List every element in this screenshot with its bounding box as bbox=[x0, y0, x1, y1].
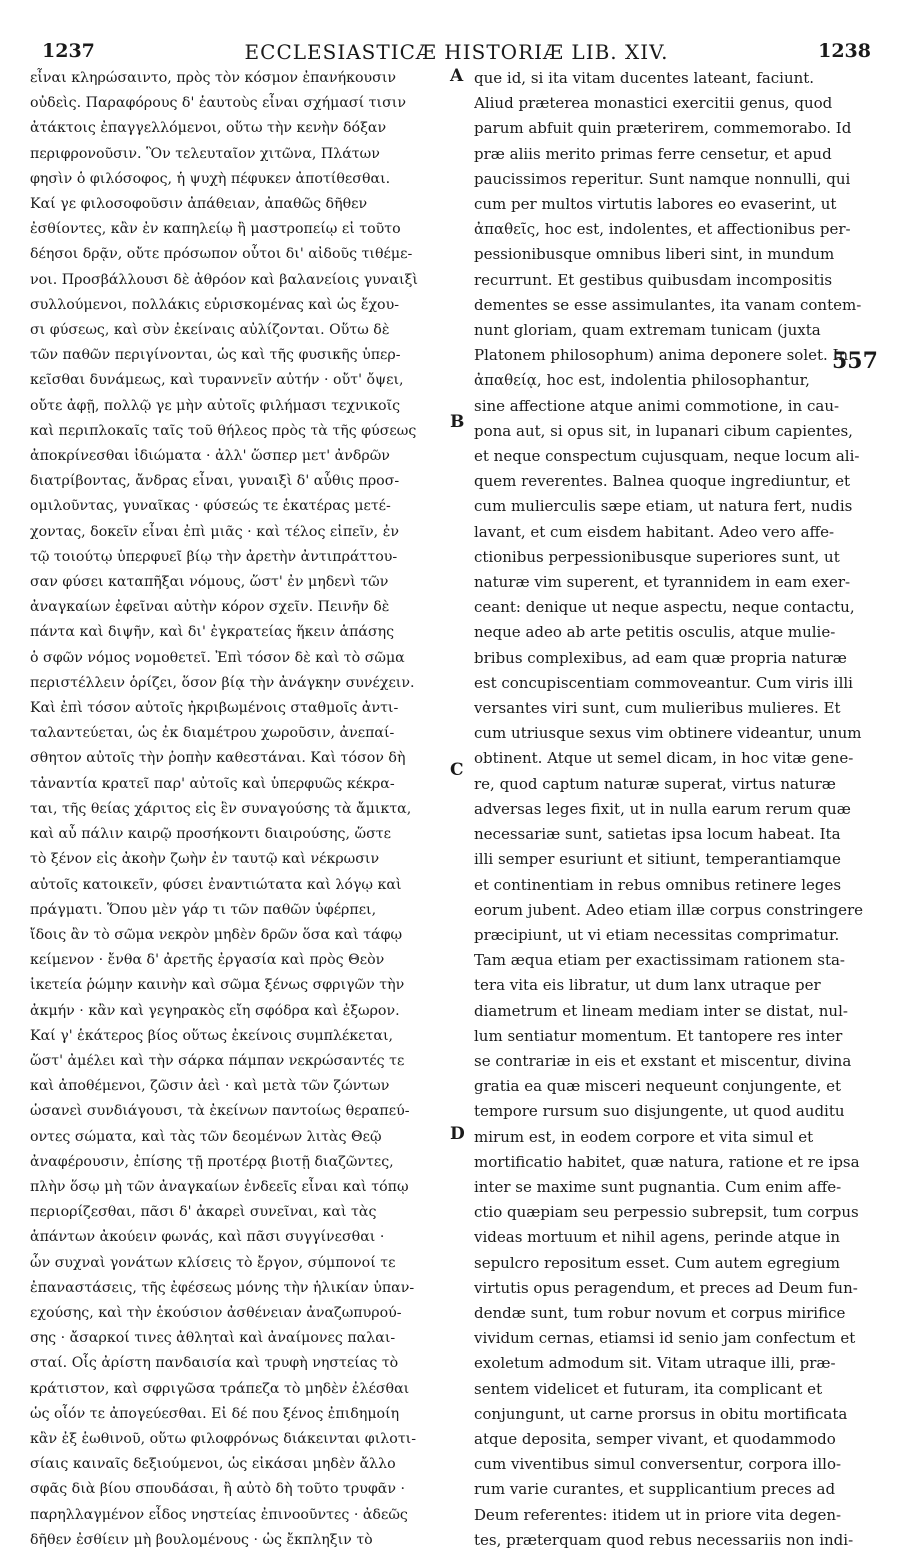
page-number-left: 1237 bbox=[42, 40, 95, 62]
greek-text-line: ὥστ' ἀμέλει καὶ τὴν σάρκα πάμπαν νεκρώσαντές τε bbox=[30, 1052, 405, 1069]
latin-text-line: recurrunt. Et gestibus quibusdam incompositis bbox=[474, 270, 833, 289]
greek-text-line: Καί γ' ἑκάτερος βίος οὕτως ἐκείνοις συμπλέκεται, bbox=[30, 1027, 394, 1044]
latin-text-line: cum viventibus simul conversentur, corpora illo- bbox=[474, 1455, 842, 1474]
latin-text-line: diametrum et lineam mediam inter se distat, nul- bbox=[474, 1001, 848, 1020]
greek-text-line: ταλαντεύεται, ὡς ἐκ διαμέτρου χωροῦσιν, ἀνεπαί- bbox=[30, 725, 395, 742]
greek-text-line: αὐτοῖς κατοικεῖν, φύσει ἐναντιώτατα καὶ λόγῳ καὶ bbox=[30, 876, 402, 893]
greek-text-line: ἐσθίοντες, κἂν ἐν καπηλείῳ ἢ μαστροπείῳ εἰ τοῦτο bbox=[30, 221, 401, 238]
greek-column bbox=[30, 66, 456, 1553]
greek-text-line: ται, τῆς θείας χάριτος εἰς ἓν συναγούσης τὰ ἄμικτα, bbox=[30, 800, 412, 817]
latin-text-line: rum varie curantes, et supplicantium preces ad bbox=[474, 1480, 836, 1499]
latin-text-line: nunt gloriam, quam extremam tunicam (juxta bbox=[474, 321, 821, 340]
latin-text-line: tera vita eis libratur, ut dum lanx utraque per bbox=[474, 976, 821, 995]
greek-text-line: οὔτε ἀφῇ, πολλῷ γε μὴν αὐτοῖς φιλήμασι τεχνικοῖς bbox=[30, 397, 401, 414]
latin-text-line: que id, si ita vitam ducentes lateant, faciunt. bbox=[474, 69, 815, 87]
greek-text-line: ἴδοις ἂν τὸ σῶμα νεκρὸν μηδὲν δρῶν ὅσα καὶ τάφῳ bbox=[30, 926, 403, 943]
greek-text-line: οὐδεὶς. Παραφόρους δ' ἑαυτοὺς εἶναι σχήμασί τισιν bbox=[30, 95, 406, 112]
latin-text-line: tes, præterquam quod rebus necessariis non indi- bbox=[474, 1530, 854, 1549]
greek-text-line: σης · ἄσαρκοί τινες ἀθληταὶ καὶ ἀναίμονες παλαι- bbox=[30, 1330, 396, 1347]
latin-text-line: sine affectione atque animi commotione, in cau- bbox=[474, 396, 840, 415]
latin-text-line: cum per multos virtutis labores eo evaserint, ut bbox=[474, 195, 837, 214]
greek-text-line: ἁπάντων ἀκούειν φωνάς, καὶ πᾶσι συγγίνεσθαι · bbox=[30, 1229, 385, 1246]
latin-text-line: tempore rursum suo disjungente, ut quod auditu bbox=[474, 1102, 845, 1121]
latin-text-line: pessionibusque omnibus liberi sint, in mundum bbox=[474, 245, 835, 264]
latin-text-line: lum sentiatur momentum. Et tantopere res inter bbox=[474, 1026, 843, 1045]
margin-column-number: 557 bbox=[832, 348, 878, 374]
greek-text-line: σθητον αὐτοῖς τὴν ῥοπὴν καθεστάναι. Καὶ τόσον δὴ bbox=[30, 750, 406, 767]
greek-text-line: σι φύσεως, καὶ σὺν ἐκείναις αὐλίζονται. Οὕτω δὲ bbox=[30, 322, 390, 339]
greek-text-line: ὁ σφῶν νόμος νομοθετεῖ. Ἐπὶ τόσον δὲ καὶ τὸ σῶμα bbox=[30, 649, 405, 666]
latin-text-line: parum abfuit quin præterirem, commemorabo. Id bbox=[474, 119, 852, 138]
latin-text-line: videas mortuum et nihil agens, perinde atque in bbox=[474, 1228, 841, 1247]
latin-text-line: paucissimos reperitur. Sunt namque nonnulli, qui bbox=[474, 169, 851, 188]
section-marker-a: A bbox=[450, 66, 464, 86]
greek-text-line: ἀκμήν · κἂν καὶ γεγηρακὸς εἴη σφόδρα καὶ ἐξωρον. bbox=[30, 1002, 400, 1019]
latin-text-line: versantes viri sunt, cum mulieribus mulieres. Et bbox=[474, 699, 841, 718]
greek-text-line: ομιλοῦντας, γυναῖκας · φύσεώς τε ἑκατέρας μετέ- bbox=[30, 498, 391, 515]
latin-text-line: illi semper esuriunt et sitiunt, temperantiamque bbox=[474, 850, 841, 869]
greek-text-line: ἐπαναστάσεις, τῆς ἐφέσεως μόνης τὴν ἡλικίαν ὑπαν- bbox=[30, 1279, 415, 1296]
greek-text-line: κείμενον · ἔνθα δ' ἀρετῆς ἐργασία καὶ πρὸς Θεὸν bbox=[30, 952, 385, 969]
greek-text-line: χοντας, δοκεῖν εἶναι ἐπὶ μιᾶς · καὶ τέλος εἰπεῖν, ἐν bbox=[30, 523, 399, 540]
greek-text-line: διατρίβοντας, ἄνδρας εἶναι, γυναιξὶ δ' αὖθις προσ- bbox=[30, 473, 400, 490]
latin-text-line: virtutis opus peragendum, et preces ad Deum fun- bbox=[474, 1278, 858, 1297]
latin-text-line: Aliud præterea monastici exercitii genus, quod bbox=[474, 94, 833, 113]
greek-text-line: ὡς οἷόν τε ἀπογεύεσθαι. Εἰ δέ που ξένος ἐπιδημοίη bbox=[30, 1405, 400, 1422]
latin-text-line: exoletum admodum sit. Vitam utraque illi, præ- bbox=[474, 1354, 836, 1373]
latin-text-line: mortificatio habitet, quæ natura, ratione et re ipsa bbox=[474, 1152, 860, 1171]
latin-text-line: eorum jubent. Adeo etiam illæ corpus constringere bbox=[474, 900, 864, 919]
latin-text-line: ctio quæpiam seu perpessio subrepsit, tum corpus bbox=[474, 1203, 859, 1222]
greek-text-line: ὧν συχναὶ γονάτων κλίσεις τὸ ἔργον, σύμπονοί τε bbox=[30, 1254, 396, 1271]
greek-text-line: φησὶν ὁ φιλόσοφος, ἡ ψυχὴ πέφυκεν ἀποτίθεσθαι. bbox=[30, 170, 391, 187]
latin-text-line: sentem videlicet et futuram, ita complicant et bbox=[474, 1379, 823, 1398]
greek-text-line: σφᾶς διὰ βίου σπουδάσαι, ἢ αὐτὸ δὴ τοῦτο τρυφᾶν · bbox=[30, 1481, 405, 1498]
greek-text-line: Καὶ ἐπὶ τόσον αὐτοῖς ἠκριβωμένοις σταθμοῖς ἀντι- bbox=[30, 700, 399, 717]
latin-text-line: et continentiam in rebus omnibus retinere leges bbox=[474, 875, 842, 894]
greek-text-line: καὶ περιπλοκαῖς ταῖς τοῦ θήλεος πρὸς τὰ τῆς φύσεως bbox=[30, 422, 417, 439]
latin-text-line: bribus complexibus, ad eam quæ propria naturæ bbox=[474, 648, 847, 667]
latin-text-line: neque adeo ab arte petitis osculis, atque mulie- bbox=[474, 623, 836, 642]
greek-text-line: κἂν ἐξ ἑωθινοῦ, οὕτω φιλοφρόνως διάκεινται φιλοτι- bbox=[30, 1430, 417, 1447]
greek-text-line: πλὴν ὅσῳ μὴ τῶν ἀναγκαίων ἐνδεεῖς εἶναι καὶ τόπῳ bbox=[30, 1178, 409, 1195]
latin-text-line: Platonem philosophum) anima deponere solet. In bbox=[474, 346, 849, 365]
greek-text-line: ὡσανεὶ συνδιάγουσι, τὰ ἐκείνων παντοίως θεραπεύ- bbox=[30, 1103, 410, 1120]
greek-text-line: δέησοι δρᾷν, οὔτε πρόσωπον οὗτοι δι' αἰδοῦς τιθέμε- bbox=[30, 246, 413, 263]
greek-text-line: εἶναι κληρώσαιντο, πρὸς τὸν κόσμον ἐπανήκουσιν bbox=[30, 70, 397, 86]
latin-text-line: Deum referentes: itidem ut in priore vita degen- bbox=[474, 1505, 842, 1524]
greek-text-line: πράγματι. Ὅπου μὲν γάρ τι τῶν παθῶν ὑφέρπει, bbox=[30, 901, 377, 918]
greek-text-line: τῶν παθῶν περιγίνονται, ὡς καὶ τῆς φυσικῆς ὑπερ- bbox=[30, 347, 401, 364]
latin-text-line: sepulcro repositum esset. Cum autem egregium bbox=[474, 1253, 841, 1272]
latin-text-line: atque deposita, semper vivant, et quodammodo bbox=[474, 1429, 836, 1448]
greek-text-line: καὶ ἀποθέμενοι, ζῶσιν ἀεὶ · καὶ μετὰ τῶν ζώντων bbox=[30, 1078, 390, 1095]
greek-text-line: ἀναφέρουσιν, ἐπίσης τῇ προτέρᾳ βιοτῇ διαζῶντες, bbox=[30, 1153, 394, 1170]
latin-text-line: se contrariæ in eis et exstant et miscentur, divina bbox=[474, 1051, 852, 1070]
section-marker-b: B bbox=[450, 412, 465, 432]
latin-text-line: ctionibus perpessionibusque superiores sunt, ut bbox=[474, 547, 840, 566]
greek-text-line: εχούσης, καὶ τὴν ἑκούσιον ἀσθένειαν ἀναζωπυρού- bbox=[30, 1304, 402, 1321]
greek-text-line: περιορίζεσθαι, πᾶσι δ' ἀκαρεὶ συνεῖναι, καὶ τὰς bbox=[30, 1204, 377, 1221]
latin-text-line: pona aut, si opus sit, in lupanari cibum capientes, bbox=[474, 421, 853, 440]
latin-text-line: ἀπαθεῖς, hoc est, indolentes, et affectionibus per- bbox=[474, 220, 851, 239]
greek-text-line: τῷ τοιούτῳ ὑπερφυεῖ βίῳ τὴν ἀρετὴν ἀντιπράττου- bbox=[30, 548, 398, 565]
greek-text-line: νοι. Προσβάλλουσι δὲ ἀθρόον καὶ βαλανείοις γυναιξὶ bbox=[30, 271, 418, 288]
latin-text-line: vividum cernas, etiamsi id senio jam confectum et bbox=[474, 1329, 856, 1348]
greek-text-line: κράτιστον, καὶ σφριγῶσα τράπεζα τὸ μηδὲν ἐλέσθαι bbox=[30, 1380, 410, 1397]
greek-text-line: Καί γε φιλοσοφοῦσιν ἀπάθειαν, ἀπαθῶς δῆθεν bbox=[30, 196, 368, 213]
greek-text-line: ἱκετεία ῥώμην καινὴν καὶ σῶμα ξένως σφριγῶν τὴν bbox=[30, 977, 405, 994]
latin-text-line: dementes se esse assimulantes, ita vanam contem- bbox=[474, 295, 862, 314]
greek-text-line: οντες σώματα, καὶ τὰς τῶν δεομένων λιτὰς Θεῷ bbox=[30, 1128, 382, 1145]
latin-text-line: inter se maxime sunt pugnantia. Cum enim affe- bbox=[474, 1177, 842, 1196]
greek-text-line: τὸ ξένον εἰς ἀκοὴν ζωὴν ἐν ταυτῷ καὶ νέκρωσιν bbox=[30, 851, 380, 868]
latin-text-line: cum mulierculis sæpe etiam, ut natura fert, nudis bbox=[474, 497, 853, 516]
greek-text-line: πάντα καὶ διψῆν, καὶ δι' ἐγκρατείας ἥκειν ἁπάσης bbox=[30, 624, 395, 641]
greek-text-line: συλλούμενοι, πολλάκις εὑρισκομένας καὶ ὡς ἔχου- bbox=[30, 296, 400, 313]
latin-text-line: re, quod captum naturæ superat, virtus naturæ bbox=[474, 774, 836, 793]
latin-text-line: ἀπαθείᾳ, hoc est, indolentia philosophantur, bbox=[474, 371, 810, 390]
latin-text-line: est concupiscentiam commoveantur. Cum viris illi bbox=[474, 673, 853, 692]
greek-text-line: περιφρονοῦσιν. Ὃν τελευταῖον χιτῶνα, Πλάτων bbox=[30, 145, 380, 162]
latin-text-line: adversas leges fixit, ut in nulla earum rerum quæ bbox=[474, 799, 851, 818]
section-marker-d: D bbox=[450, 1124, 465, 1144]
latin-text-line: præcipiunt, ut vi etiam necessitas comprimatur. bbox=[474, 925, 840, 944]
latin-text-line: dendæ sunt, tum robur novum et corpus mirifice bbox=[474, 1303, 846, 1322]
latin-column bbox=[474, 66, 886, 1553]
latin-text-line: conjungunt, ut carne prorsus in obitu mortificata bbox=[474, 1404, 848, 1423]
greek-text-line: περιστέλλειν ὁρίζει, ὅσον βίᾳ τὴν ἀνάγκην συνέχειν. bbox=[30, 674, 415, 691]
greek-text-line: κεῖσθαι δυνάμεως, καὶ τυραννεῖν αὐτήν · οὔτ' ὄψει, bbox=[30, 372, 404, 389]
section-marker-c: C bbox=[450, 760, 464, 780]
greek-text-line: ἀποκρίνεσθαι ἰδιώματα · ἀλλ' ὥσπερ μετ' ἀνδρῶν bbox=[30, 448, 390, 465]
latin-text-line: gratia ea quæ misceri nequeunt conjungente, et bbox=[474, 1077, 842, 1096]
greek-text-line: δῆθεν ἐσθίειν μὴ βουλομένους · ὡς ἔκπληξιν τὸ bbox=[30, 1531, 373, 1548]
greek-text-line: ἀτάκτοις ἐπαγγελλόμενοι, οὕτω τὴν κενὴν δόξαν bbox=[30, 120, 387, 137]
greek-text-line: σταί. Οἷς ἀρίστη πανδαισία καὶ τρυφὴ νηστείας τὸ bbox=[30, 1355, 399, 1372]
latin-text-line: et neque conspectum cujusquam, neque locum ali- bbox=[474, 447, 860, 466]
latin-text-line: necessariæ sunt, satietas ipsa locum habeat. Ita bbox=[474, 825, 841, 844]
latin-text-line: naturæ vim superent, et tyrannidem in eam exer- bbox=[474, 573, 851, 592]
greek-text-line: σαν φύσει καταπῆξαι νόμους, ὥστ' ἐν μηδενὶ τῶν bbox=[30, 574, 389, 591]
latin-text-line: præ aliis merito primas ferre censetur, et apud bbox=[474, 144, 832, 163]
running-title: ECCLESIASTICÆ HISTORIÆ LIB. XIV. bbox=[244, 40, 669, 64]
greek-text-line: παρηλλαγμένον εἶδος νηστείας ἐπινοοῦντες · ἀδεῶς bbox=[30, 1506, 408, 1523]
greek-text-line: καὶ αὖ πάλιν καιρῷ προσήκοντι διαιρούσης, ὥστε bbox=[30, 826, 391, 843]
latin-text-line: Tam æqua etiam per exactissimam rationem sta- bbox=[474, 951, 845, 970]
latin-text-line: cum utriusque sexus vim obtinere videantur, unum bbox=[474, 724, 862, 743]
greek-text-line: σίαις καιναῖς δεξιούμενοι, ὡς εἰκάσαι μηδὲν ἄλλο bbox=[30, 1456, 396, 1473]
latin-text-line: ceant: denique ut neque aspectu, neque contactu, bbox=[474, 598, 855, 617]
latin-text-line: lavant, et cum eisdem habitant. Adeo vero affe- bbox=[474, 522, 835, 541]
latin-text-line: mirum est, in eodem corpore et vita simul et bbox=[474, 1127, 814, 1146]
greek-text-line: τἀναντία κρατεῖ παρ' αὐτοῖς καὶ ὑπερφυῶς κέκρα- bbox=[30, 775, 395, 792]
greek-text-line: ἀναγκαίων ἐφεῖναι αὐτὴν κόρον σχεῖν. Πεινῆν δὲ bbox=[30, 599, 390, 616]
latin-text-line: quem reverentes. Balnea quoque ingrediuntur, et bbox=[474, 472, 851, 491]
latin-text-line: obtinent. Atque ut semel dicam, in hoc vitæ gene- bbox=[474, 749, 854, 768]
page-number-right: 1238 bbox=[818, 40, 871, 62]
